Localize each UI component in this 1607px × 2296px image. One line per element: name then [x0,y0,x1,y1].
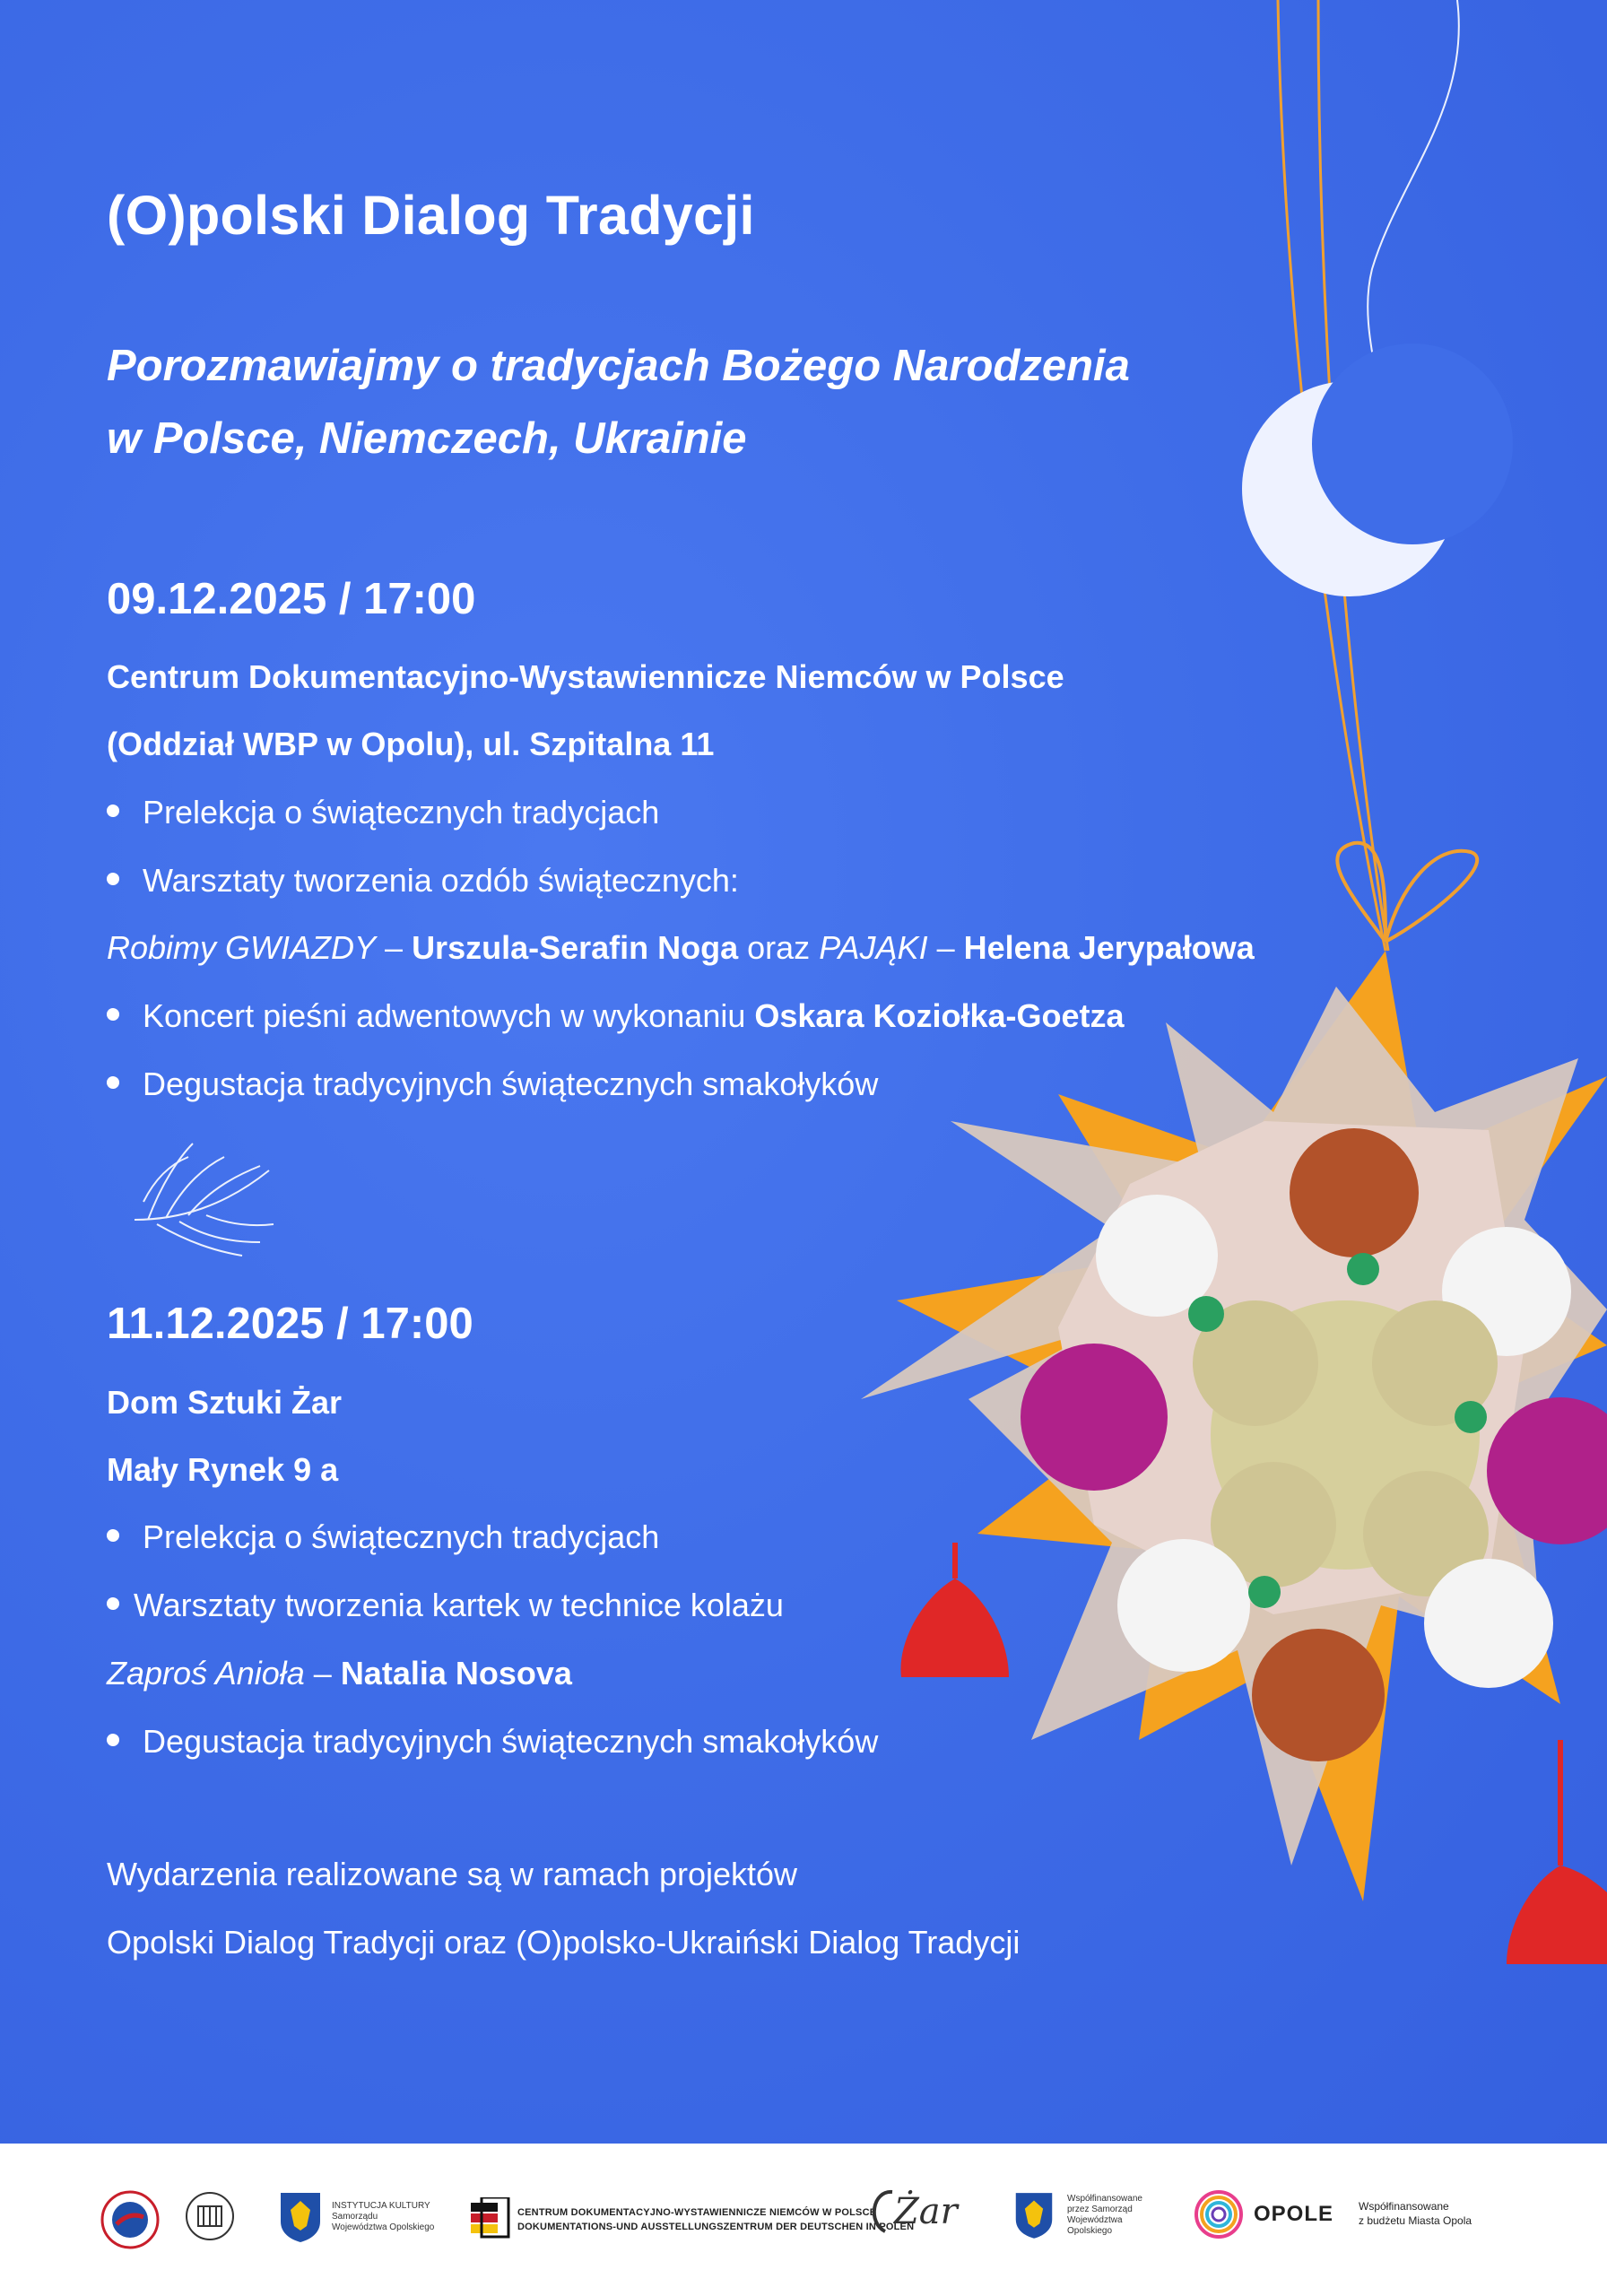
eagle-shield-icon [278,2190,323,2244]
cofin-label-1: Współfinansowane [1067,2194,1142,2204]
city-label-1: Współfinansowane [1359,2200,1449,2213]
crescent-moon-icon [1242,344,1513,596]
event1-item-4 [107,1065,878,1104]
zar-logo [865,2187,958,2237]
person-noga: Urszula-Serafin Noga [412,929,739,966]
dash: – [376,929,413,966]
workshop-spiders: PAJĄKI [819,929,928,966]
event2-item-1-text: Prelekcja o świątecznych tradycjach [143,1518,660,1555]
inst-label-2: Samorządu [332,2212,378,2222]
straw-star-icon [861,951,1607,1901]
zar-mark-icon [865,2187,898,2237]
bullet-icon [107,1734,119,1746]
page-subtitle [107,330,1130,475]
event1-date: 09.12.2025 / 17:00 [107,575,476,623]
event1-item-4-text: Degustacja tradycyjnych świątecznych smakołyków [143,1065,879,1102]
event2-venue-line-2: Mały Rynek 9 a [107,1451,339,1488]
event2-item-2 [107,1586,784,1625]
event2-item-1 [107,1518,659,1557]
event2-date: 11.12.2025 / 17:00 [107,1300,473,1348]
bullet-icon [107,804,119,817]
cofin-label-4: Opolskiego [1067,2226,1113,2236]
cdw-logo [471,2197,914,2242]
dash: – [304,1655,341,1692]
institution-logo [278,2190,434,2244]
bullet-icon [107,873,119,885]
event1-item-1 [107,793,659,832]
workshop-stars: Robimy GWIAZDY [107,929,377,966]
person-nosova: Natalia Nosova [340,1655,572,1692]
event1-workshops [107,928,1255,968]
subtitle-line-2: w Polsce, Niemczech, Ukrainie [107,414,747,463]
cdw-line-2: DOKUMENTATIONS-UND AUSSTELLUNGSZENTRUM DER DEUTSCHEN IN POLEN [517,2222,915,2232]
inst-label-3: Województwa Opolskiego [332,2222,435,2232]
cofinanced-region-logo [1013,2190,1142,2240]
bullet-icon [107,1008,119,1021]
eagle-shield-icon [1013,2190,1055,2240]
event2-item-3-text: Degustacja tradycyjnych świątecznych smakołyków [143,1723,879,1760]
sponsor-footer [0,2144,1607,2296]
event1-item-3 [107,996,1125,1036]
person-jerypalowa: Helena Jerypałowa [963,929,1255,966]
event2-item-3 [107,1722,878,1761]
workshop-angel: Zaproś Anioła [107,1655,305,1692]
bullet-icon [107,1076,119,1089]
cofin-label-3: Województwa [1067,2215,1123,2225]
flag-stack-icon [471,2197,510,2242]
inst-label-1: INSTYTUCJA KULTURY [332,2201,430,2211]
closing-line-2: Opolski Dialog Tradycji oraz (O)polsko-Ukraiński Dialog Tradycji [107,1924,1021,1961]
conjunction: oraz [738,929,820,966]
page-title: (O)polski Dialog Tradycji [107,185,755,246]
closing-line-1: Wydarzenia realizowane są w ramach projektów [107,1856,798,1892]
event1-item-2 [107,861,739,900]
event2-venue-line-1: Dom Sztuki Żar [107,1384,343,1421]
event1-item-3-text: Koncert pieśni adwentowych w wykonaniu [143,997,755,1034]
event1-item-2-text: Warsztaty tworzenia ozdób świątecznych: [143,862,739,899]
dash: – [927,929,964,966]
event1-venue-line-2: (Oddział WBP w Opolu), ul. Szpitalna 11 [107,726,715,762]
city-cofinance-label [1359,2199,1472,2228]
subtitle-line-1: Porozmawiajmy o tradycjach Bożego Narodzenia [107,342,1130,390]
event2-item-2-text: Warsztaty tworzenia kartek w technice kolażu [134,1587,784,1623]
cdw-line-1: CENTRUM DOKUMENTACYJNO-WYSTAWIENNICZE NIEMCÓW W POLSCE [517,2207,877,2218]
library-logo [184,2190,236,2246]
city-label-2: z budżetu Miasta Opola [1359,2214,1472,2227]
org-logo-round [100,2190,160,2249]
person-koziolek-goetz: Oskara Koziołka-Goetza [754,997,1125,1034]
fir-branch-icon [135,1144,274,1256]
opole-rings-icon [1193,2188,1245,2240]
event1-venue-line-1: Centrum Dokumentacyjno-Wystawiennicze Niemców w Polsce [107,658,1064,695]
event1-item-1-text: Prelekcja o świątecznych tradycjach [143,794,660,831]
opole-logo-text: OPOLE [1254,2202,1334,2226]
bullet-icon [107,1597,119,1610]
event2-workshop [107,1654,572,1693]
cofin-label-2: przez Samorząd [1067,2205,1133,2214]
bullet-icon [107,1529,119,1542]
opole-logo [1193,2188,1333,2240]
zar-logo-text: Żar [894,2191,958,2232]
